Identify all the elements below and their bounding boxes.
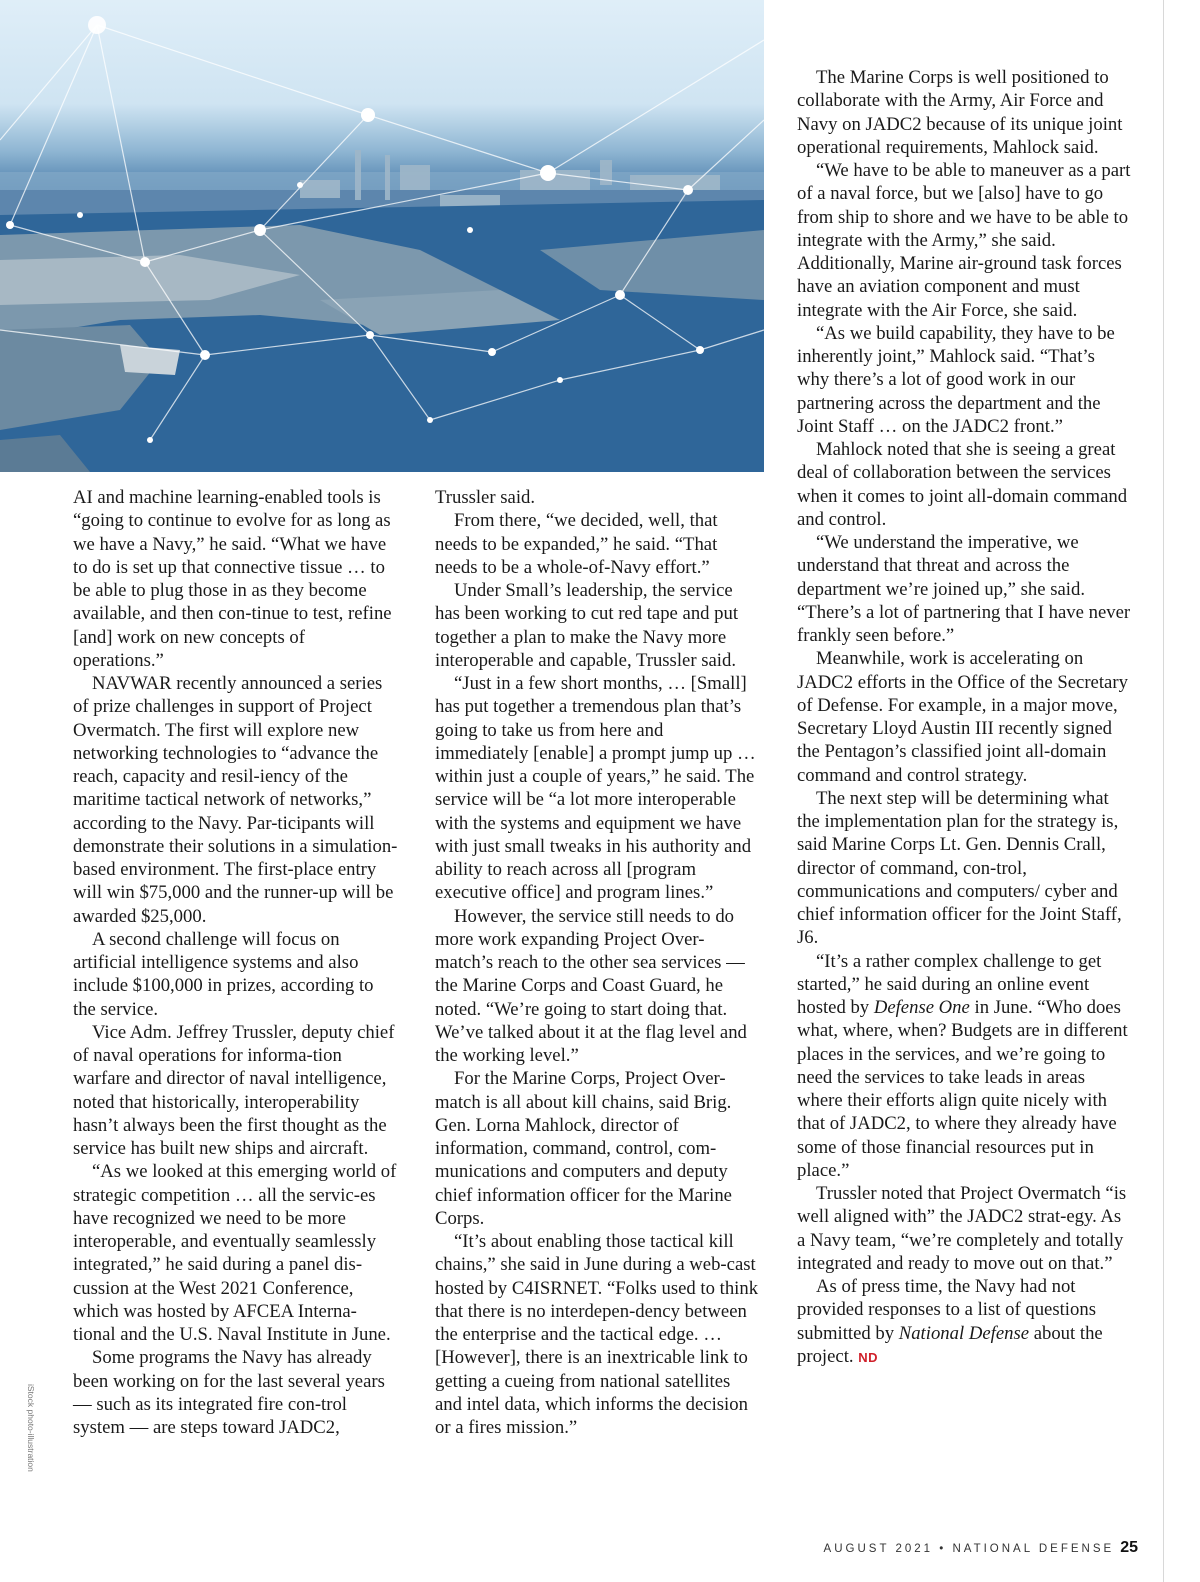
article-column-1: [73, 486, 399, 1439]
paragraph: A second challenge will focus on artificial intelligence systems and also include $100,000 in prizes, according to the service.: [73, 928, 374, 1020]
page-edge-divider: [1163, 0, 1164, 1582]
text-run: in June. “Who does what, where, when? Budgets are in different places in the services, and we’re going to need the services to take leads in areas where their efforts align quite nicely with that of JADC2, to where they already have some of those financial resources put in place.”: [797, 997, 1128, 1181]
paragraph: AI and machine learning-enabled tools is “going to continue to evolve for as long as we have a Navy,” he said. “What we have to do is set up that connective tissue … to be able to plug those in as they become available, and then con-tinue to test, refine [and] work on new concepts of operations.”: [73, 487, 392, 671]
page-number: 25: [1120, 1539, 1138, 1556]
text-run: As of press time, the Navy had not provided responses to a list of questions submitted by: [797, 1276, 1096, 1344]
paragraph: Under Small’s leadership, the service has been working to cut red tape and put together a plan to make the Navy more interoperable and capable, Trussler said.: [435, 580, 739, 671]
end-mark: ND: [858, 1349, 879, 1365]
paragraph: From there, “we decided, well, that needs to be expanded,” he said. “That needs to be a whole-of-Navy effort.”: [435, 510, 718, 578]
issue-line: AUGUST 2021 • NATIONAL DEFENSE: [823, 1543, 1115, 1555]
paragraph: Vice Adm. Jeffrey Trussler, deputy chief of naval operations for informa-tion warfare and director of naval intelligence, noted that historically, interoperability hasn’t always been the first thought as the service has built new ships and aircraft.: [73, 1021, 395, 1159]
article-column-2: [435, 486, 761, 1439]
paragraph: “Just in a few short months, … [Small] has put together a tremendous plan that’s going to take us from here and immediately [enable] a prompt jump up … within just a couple of years,” he said. The service will be “a lot more interoperable with the systems and equipment we have with just small tweaks in his authority and ability to reach across all [program executive office] and program lines.”: [435, 673, 756, 904]
paragraph: “As we looked at this emerging world of strategic competition … all the servic-es have recognized we need to be more interoperable, and eventually seamlessly integrated,” he said during a panel dis-cussion at the West 2021 Conference, which was hosted by AFCEA Interna-tional and the U.S. Naval Institute in June.: [73, 1161, 397, 1345]
paragraph: Meanwhile, work is accelerating on JADC2 efforts in the Office of the Secretary of Defense. For example, in a major move, Secretary Lloyd Austin III recently signed the Pentagon’s classified joint all-domain command and control strategy.: [797, 648, 1128, 786]
publication-name: Defense One: [873, 997, 970, 1018]
paragraph: Trussler noted that Project Overmatch “is well aligned with” the JADC2 strat-egy. As a Navy team, “we’re completely and totally integrated and ready to move out on that.”: [797, 1183, 1127, 1274]
paragraph: “It’s about enabling those tactical kill chains,” she said in June during a web-cast hosted by C4ISRNET. “Folks used to think that there is no interdepen-dency between the enterprise and the tactical edge. … [However], there is an inextricable link to getting a cueing from national satellites and intel data, which informs the decision or a fires mission.”: [435, 1231, 759, 1438]
paragraph: Mahlock noted that she is seeing a great deal of collaboration between the services when it comes to joint all-domain command and control.: [797, 439, 1128, 530]
page-footer: [824, 1539, 1138, 1557]
publication-name: National Defense: [898, 1322, 1030, 1344]
paragraph: “As we build capability, they have to be inherently joint,” Mahlock said. “That’s why there’s a lot of good work in our partnering across the department and the Joint Staff … on the JADC2 front.”: [797, 322, 1115, 437]
paragraph: “We have to be able to maneuver as a part of a naval force, but we [also] have to go from ship to shore and we have to be able to integrate with the Army,” she said. Additionally, Marine air-ground task forces have an aviation component and must integrate with the Air Force, she said.: [797, 160, 1131, 321]
hero-image: [0, 0, 764, 472]
paragraph: The next step will be determining what the implementation plan for the strategy is, said Marine Corps Lt. Gen. Dennis Crall, director of command, con-trol, communications and computers/ cyber and chief information officer for the Joint Staff, J6.: [797, 787, 1122, 949]
paragraph: The Marine Corps is well positioned to collaborate with the Army, Air Force and Navy on JADC2 because of its unique joint operational requirements, Mahlock said.: [797, 67, 1123, 158]
paragraph: NAVWAR recently announced a series of prize challenges in support of Project Overmatch. The first will explore new networking technologies to “advance the reach, capacity and resil-iency of the maritime tactical network of networks,” according to the Navy. Par-ticipants will demonstrate their solutions in a simulation-based environment. The first-place entry will win $75,000 and the runner-up will be awarded $25,000.: [73, 673, 398, 927]
network-city-illustration: [0, 0, 764, 472]
photo-credit-text: iStock photo-illustration: [26, 1384, 36, 1472]
paragraph: [797, 950, 1131, 1183]
article-column-3: [797, 66, 1131, 1369]
photo-credit: [26, 1384, 38, 1484]
paragraph: “We understand the imperative, we understand that threat and across the department we’re joined up,” she said. “There’s a lot of partnering that I have never frankly seen before.”: [797, 532, 1131, 646]
paragraph: Trussler said.: [435, 487, 536, 508]
paragraph: [797, 1275, 1131, 1369]
paragraph: However, the service still needs to do more work expanding Project Over-match’s reach to the other sea services — the Marine Corps and Coast Guard, he noted. “We’re going to start doing that. We’ve talked about it at the flag level and the working level.”: [435, 905, 747, 1066]
paragraph: For the Marine Corps, Project Over-match is all about kill chains, said Brig. Gen. Lorna Mahlock, director of information, command, control, com-munications and computers and deputy chief information officer for the Marine Corps.: [435, 1068, 732, 1229]
text-run: about the project.: [797, 1322, 1103, 1367]
paragraph: Some programs the Navy has already been working on for the last several years — such as its integrated fire con-trol system — are steps toward JADC2,: [73, 1347, 385, 1438]
text-run: “It’s a rather complex challenge to get started,” he said during an online event hosted by: [797, 950, 1102, 1018]
